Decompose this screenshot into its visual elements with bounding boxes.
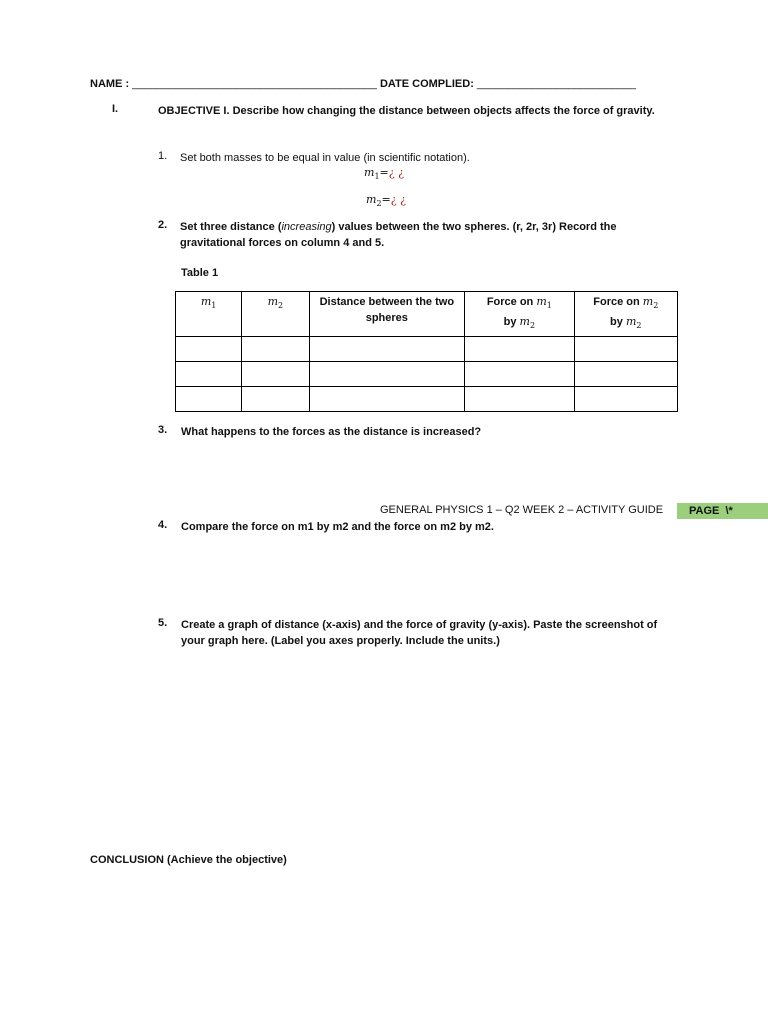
header-m1: $m_1$ <box>176 292 242 337</box>
equation-m1: $m_1=¿$ ¿ <box>364 166 405 182</box>
table-cell[interactable] <box>242 362 309 387</box>
table-cell[interactable] <box>242 387 309 412</box>
table-cell[interactable] <box>309 387 465 412</box>
table-header-row <box>176 292 678 337</box>
table-cell[interactable] <box>465 362 574 387</box>
page-label: PAGE \* <box>689 505 733 517</box>
step-5-number: 5. <box>158 617 168 629</box>
header-distance: Distance between the two spheres <box>309 292 465 337</box>
table-cell[interactable] <box>242 337 309 362</box>
step-4-text: Compare the force on m1 by m2 and the force on m2 by m2. <box>181 521 494 533</box>
header-m2: $m_2$ <box>242 292 309 337</box>
table-cell[interactable] <box>176 337 242 362</box>
step-1-text: Set both masses to be equal in value (in scientific notation). <box>180 152 470 164</box>
table-cell[interactable] <box>176 362 242 387</box>
table-cell[interactable] <box>176 387 242 412</box>
footer-guide-text: GENERAL PHYSICS 1 – Q2 WEEK 2 – ACTIVITY GUIDE <box>380 504 664 516</box>
table-cell[interactable] <box>574 337 677 362</box>
table-cell[interactable] <box>465 387 574 412</box>
equation-m2: $m_2=¿$ ¿ <box>366 193 407 209</box>
table-cell[interactable] <box>465 337 574 362</box>
step-5-text: Create a graph of distance (x-axis) and the force of gravity (y-axis). Paste the screenshot of your graph here. (Label you axes properly. Include the units.) <box>181 619 658 647</box>
table-cell[interactable] <box>309 337 465 362</box>
step-2-text: Set three distance (increasing) values between the two spheres. (r, 2r, 3r) Record the gravitational forces on column 4 and 5. <box>180 221 617 249</box>
table-cell[interactable] <box>574 387 677 412</box>
header-force-m2: Force on $m_2$ by $m_2$ <box>574 292 677 337</box>
step-3-text: What happens to the forces as the distance is increased? <box>181 426 482 438</box>
name-label: NAME : <box>90 78 130 90</box>
table-row <box>176 387 678 412</box>
header-force-m1: Force on $m_1$ by $m_2$ <box>465 292 574 337</box>
table-row <box>176 337 678 362</box>
step-2-number: 2. <box>158 219 168 231</box>
table-row <box>176 362 678 387</box>
step-1-number: 1. <box>158 150 168 162</box>
gravity-table <box>175 291 678 412</box>
name-row <box>90 78 636 90</box>
conclusion-label: CONCLUSION (Achieve the objective) <box>90 854 287 866</box>
page-number-band <box>677 503 768 519</box>
objective-text: OBJECTIVE I. Describe how changing the distance between objects affects the force of gravity. <box>158 105 655 117</box>
step-3-number: 3. <box>158 424 168 436</box>
date-field[interactable]: __________________________ <box>476 78 636 90</box>
step-4-number: 4. <box>158 519 168 531</box>
objective-numeral: I. <box>112 103 119 115</box>
date-label: DATE COMPLIED: <box>379 78 474 90</box>
table-cell[interactable] <box>309 362 465 387</box>
table-cell[interactable] <box>574 362 677 387</box>
table-caption: Table 1 <box>181 267 219 279</box>
name-field[interactable]: ________________________________________ <box>132 78 377 90</box>
